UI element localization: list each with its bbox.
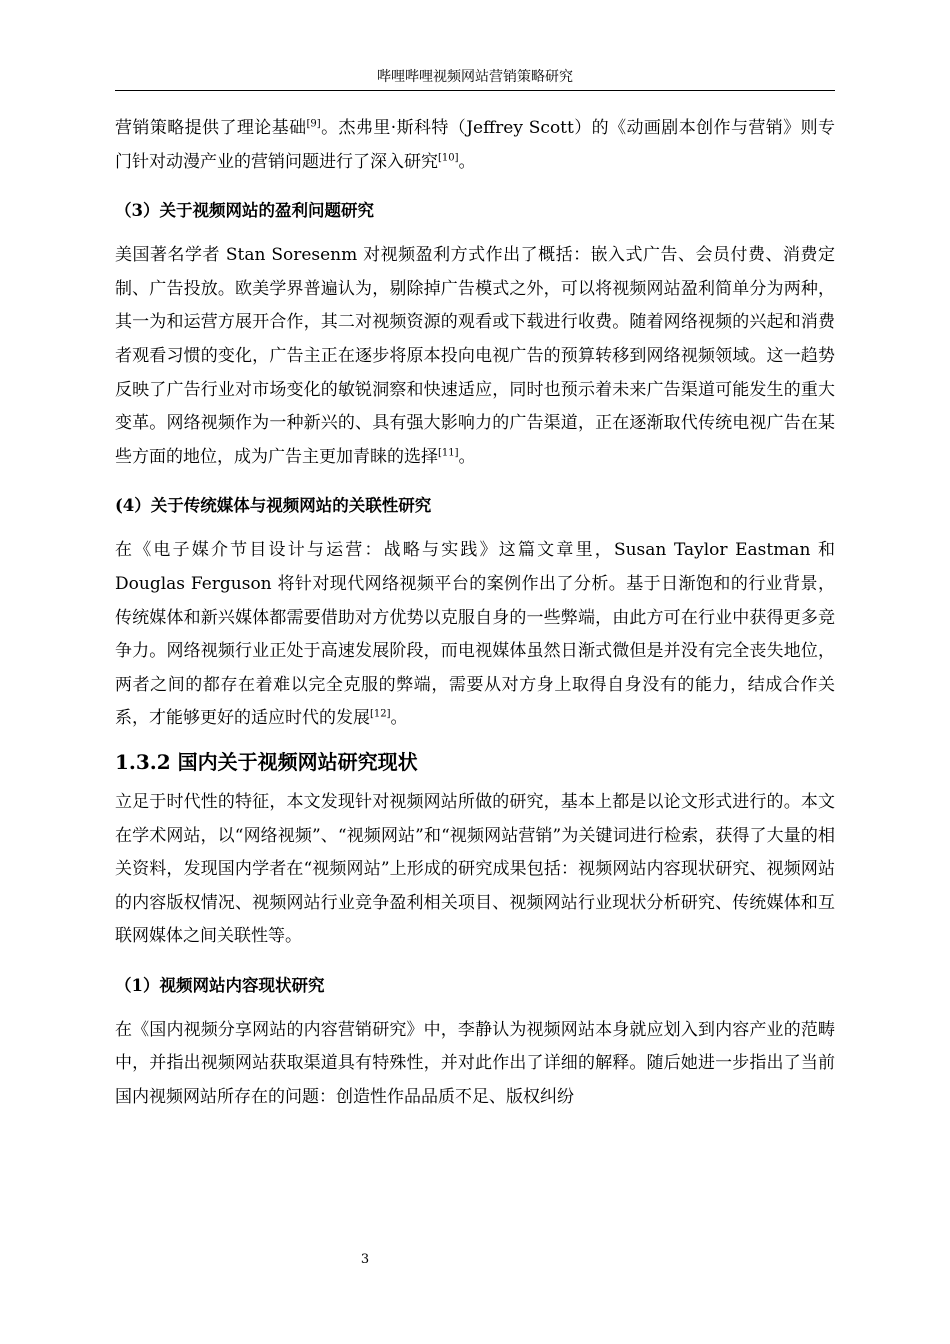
header-title: 哔哩哔哩视频网站营销策略研究	[377, 69, 573, 85]
paragraph-text: 美国著名学者 Stan Soresenm 对视频盈利方式作出了概括：嵌入式广告、会员付费、消费定制、广告投放。欧美学界普遍认为，剔除掉广告模式之外，可以将视频网站盈利简单分为两种，其一为和运营方展开合作，其二对视频资源的观看或下载进行收费。随着网络视频的兴起和消费者观看习惯的变化，广告主正在逐步将原本投向电视广告的预算转移到网络视频领域。这一趋势反映了广告行业对市场变化的敏锐洞察和快速适应，同时也预示着未来广告渠道可能发生的重大变革。网络视频作为一种新兴的、具有强大影响力的广告渠道，正在逐渐取代传统电视广告在某些方面的地位，成为广告主更加青睐的选择	[115, 245, 835, 467]
paragraph-domestic: 立足于时代性的特征，本文发现针对视频网站所做的研究，基本上都是以论文形式进行的。本文在学术网站，以“网络视频”、“视频网站”和“视频网站营销”为关键词进行检索，获得了大量的相关资料，发现国内学者在“视频网站”上形成的研究成果包括：视频网站内容现状研究、视频网站的内容版权情况、视频网站行业竞争盈利相关项目、视频网站行业现状分析研究、传统媒体和互联网媒体之间关联性等。	[115, 791, 835, 947]
paragraph-text: 。	[458, 446, 476, 467]
paragraph-text: 在《电子媒介节目设计与运营：战略与实践》这篇文章里，Susan Taylor Eastman 和 Douglas Ferguson 将针对现代网络视频平台的案例作出了分析。基于日渐饱和的行业背景，传统媒体和新兴媒体都需要借助对方优势以克服自身的一些弊端，由此方可在行业中获得更多竞争力。网络视频行业正处于高速发展阶段，而电视媒体虽然日渐式微但是并没有完全丧失地位，两者之间的都存在着难以完全克服的弊端，需要从对方身上取得自身没有的能力，结成合作关系，才能够更好的适应时代的发展	[115, 540, 835, 729]
citation-ref: [12]	[370, 708, 391, 720]
subheading-4: (4）关于传统媒体与视频网站的关联性研究	[115, 496, 432, 516]
paragraph-media	[115, 534, 835, 736]
citation-ref: [10]	[438, 151, 459, 163]
running-header	[115, 64, 835, 91]
subheading-1: （1）视频网站内容现状研究	[115, 975, 325, 995]
citation-ref: [11]	[438, 447, 459, 459]
subheading-3: （3）关于视频网站的盈利问题研究	[115, 201, 374, 221]
paragraph-content-status: 在《国内视频分享网站的内容营销研究》中，李静认为视频网站本身就应划入到内容产业的范畴中，并指出视频网站获取渠道具有特殊性，并对此作出了详细的解释。随后她进一步指出了当前国内视频网站所存在的问题：创造性作品品质不足、版权纠纷	[115, 1019, 835, 1108]
page-number: 3	[360, 1252, 370, 1267]
citation-ref: [9]	[306, 118, 321, 130]
section-heading: 1.3.2 国内关于视频网站研究现状	[115, 749, 418, 774]
paragraph-profit	[115, 239, 835, 474]
paragraph-text: 营销策略提供了理论基础	[115, 118, 307, 138]
paragraph-text: 。	[390, 708, 408, 729]
page-body	[115, 112, 835, 1115]
paragraph-continued	[115, 112, 835, 179]
paragraph-text: 。	[458, 151, 476, 172]
paragraph-text: 。杰弗里·斯科特（Jeffrey Scott）的《动画剧本创作与营销》则专门针对动漫产业的营销问题进行了深入研究	[115, 118, 836, 172]
